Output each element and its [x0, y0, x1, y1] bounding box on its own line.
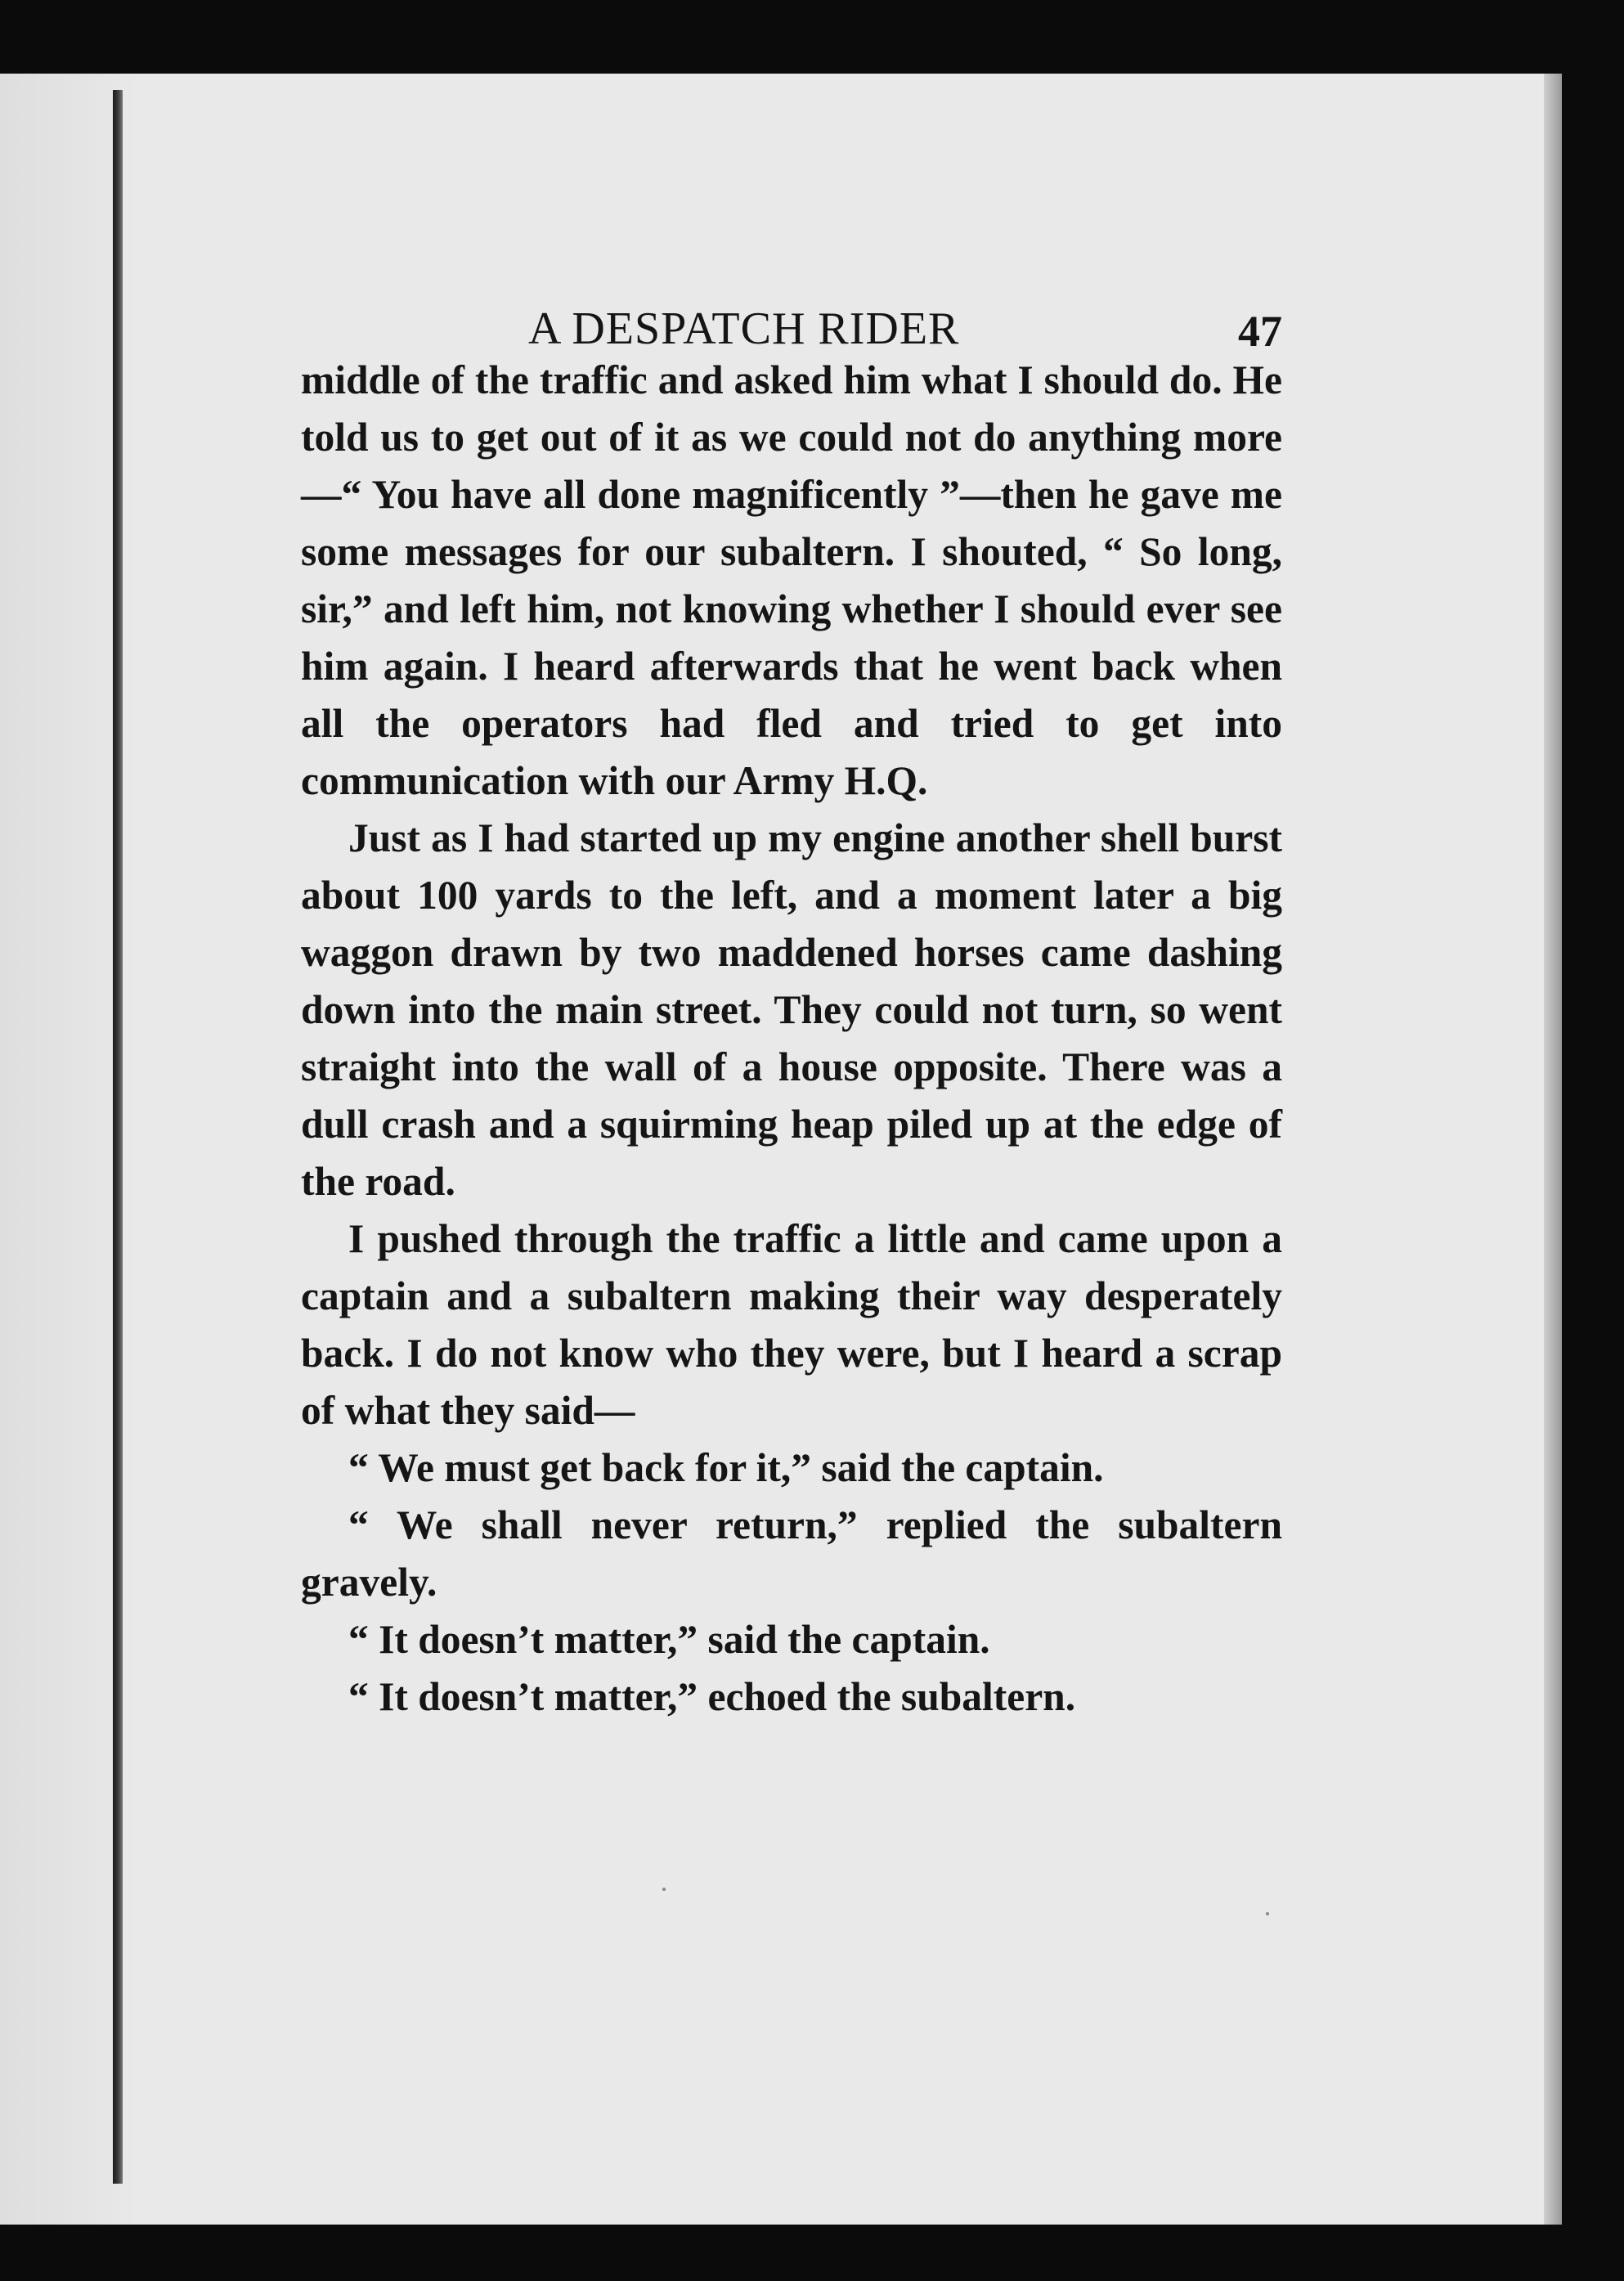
page-number: 47 — [1238, 307, 1282, 356]
paragraph: I pushed through the traffic a little and came upon a captain and a subaltern making their way desperately back. I do not know who they were, but I heard a scrap of what they said— — [301, 1216, 1282, 1433]
paper-speck — [662, 1888, 666, 1891]
body-text — [301, 352, 1282, 1726]
running-title: A DESPATCH RIDER — [528, 303, 960, 354]
binding-edge — [113, 90, 123, 2184]
dialogue-line: “ It doesn’t matter,” echoed the subaltern. — [348, 1674, 1076, 1719]
paragraph-continuation: middle of the traffic and asked him what I should do. He told us to get out of it as we could not do anything more—“ You have all done magnificently ”—then he gave me some messages for our subaltern. I shouted, “ So long, sir,” and left him, not knowing whether I should ever see him again. I heard afterwards that he went back when all the operators had fled and tried to get into communication with our Army H.Q. — [301, 357, 1282, 803]
running-head — [301, 262, 1282, 356]
page-right-edge — [1544, 74, 1562, 2225]
dialogue-line: “ We shall never return,” replied the subaltern gravely. — [301, 1502, 1282, 1605]
paper-speck — [1266, 1912, 1269, 1915]
dialogue-line: “ It doesn’t matter,” said the captain. — [348, 1617, 990, 1662]
book-page — [0, 74, 1562, 2225]
dialogue-line: “ We must get back for it,” said the captain. — [348, 1445, 1104, 1490]
paragraph: Just as I had started up my engine another shell burst about 100 yards to the left, and a moment later a big waggon drawn by two maddened horses came dashing down into the main street. They could not turn, so went straight into the wall of a house opposite. There was a dull crash and a squirming heap piled up at the edge of the road. — [301, 815, 1282, 1204]
text-block — [301, 262, 1282, 1726]
